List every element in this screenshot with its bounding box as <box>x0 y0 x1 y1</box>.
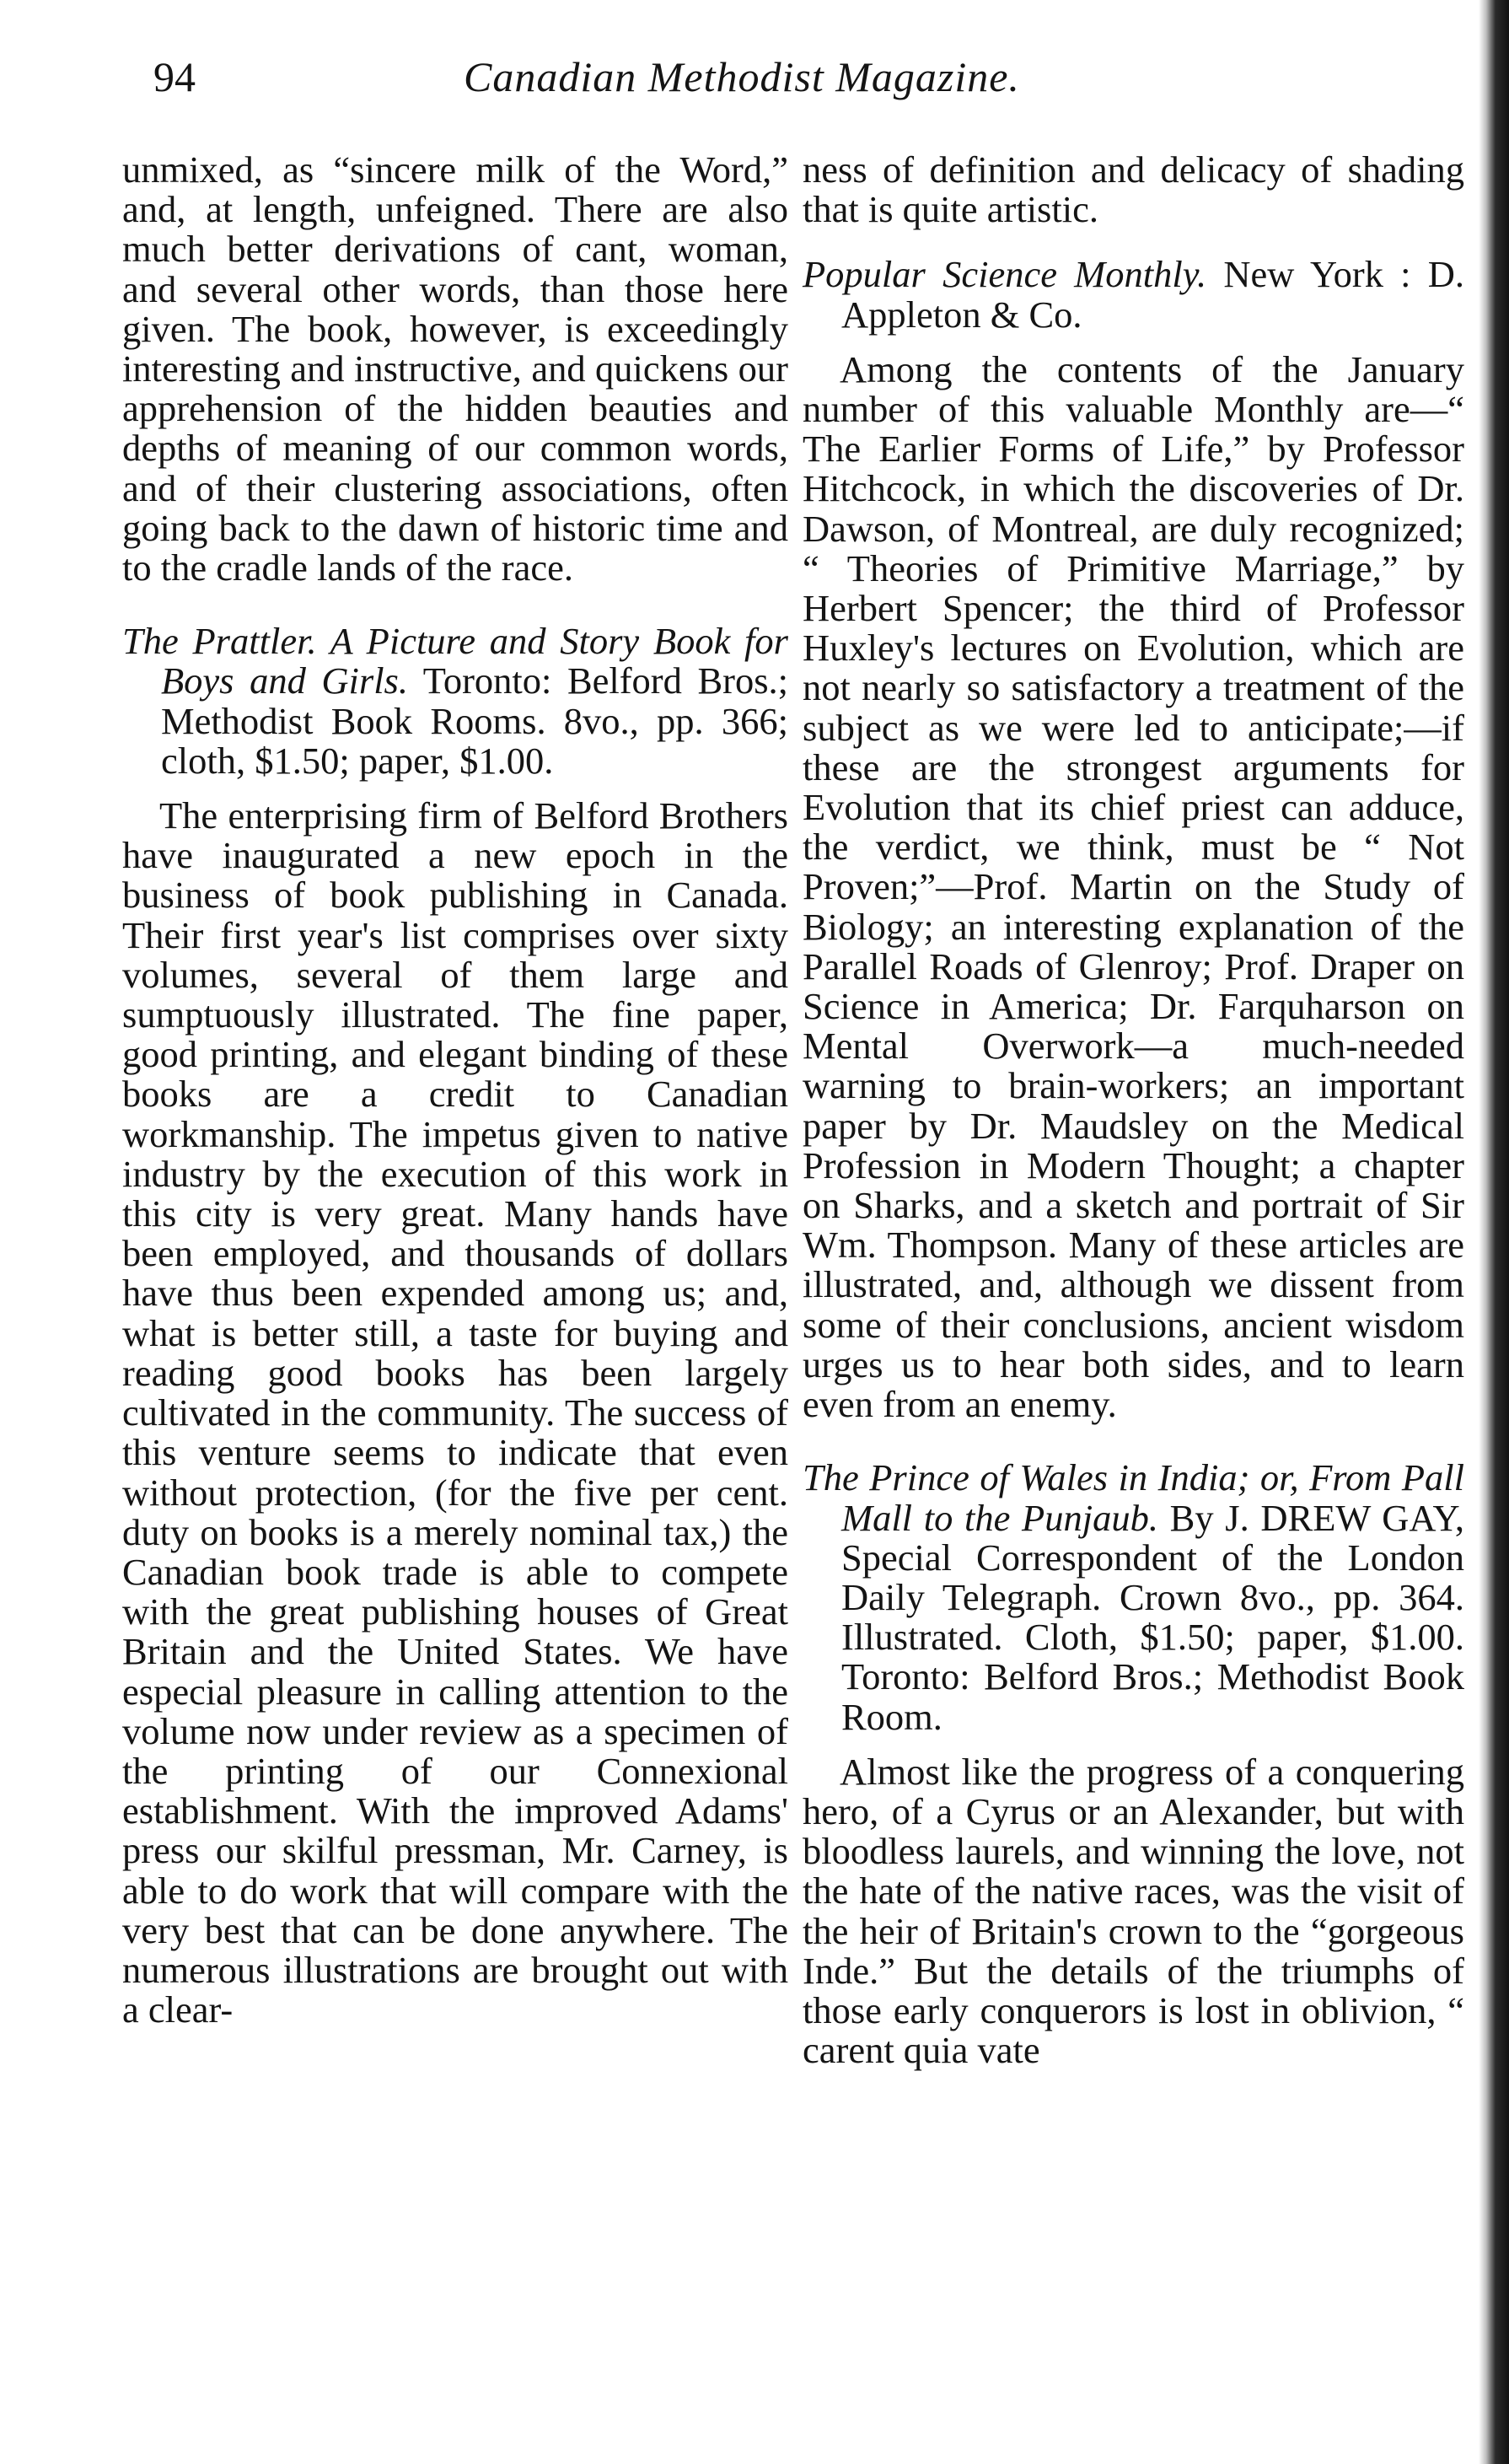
review-heading-prince-of-wales <box>803 1458 1464 1736</box>
review-publication-details: Toronto: Belford Bros.; Methodist Book Rooms. 8vo., pp. 366; cloth, $1.50; paper, $1.00. <box>161 659 788 782</box>
continued-paragraph-right: ness of definition and delicacy of shading that is quite artistic. <box>803 148 1464 231</box>
review-body-prince-of-wales: Almost like the progress of a conquering hero, of a Cyrus or an Alexander, but with bloodless laurels, and winning the love, not the hate of the native races, was the visit of the heir of Britain's crown to the “gorgeous Inde.” But the details of the triumphs of those early conquerors is lost in oblivion, “ carent quia vate <box>803 1750 1464 2072</box>
review-body-popular-science: Among the contents of the January number of this valuable Monthly are—“ The Earlier Forms of Life,” by Professor Hitchcock, in which the discoveries of Dr. Dawson, of Montreal, are duly recognized; “ Theories of Primitive Marriage,” by Herbert Spencer; the third of Professor Huxley's lectures on Evolution, which are not nearly so satisfactory a treatment of the subject as we were led to anticipate;—if these are the strongest arguments for Evolution that its chief priest can adduce, the verdict, we think, must be “ Not Proven;”—Prof. Martin on the Study of Biology; an interesting explanation of the Parallel Roads of Glenroy; Prof. Draper on Science in America; Dr. Farquharson on Mental Overwork—a much-needed warning to brain-workers; an important paper by Dr. Maudsley on the Medical Profession in Modern Thought; a chapter on Sharks, and a sketch and portrait of Sir Wm. Thompson. Many of these articles are illustrated, and, although we dissent from some of their conclusions, ancient wisdom urges us to hear both sides, and to learn even from an enemy. <box>803 347 1464 1426</box>
review-heading-popular-science <box>803 255 1464 334</box>
review-title: The Prince of Wales in India; or, From Pall Mall to the Punjaub. <box>803 1456 1464 1539</box>
review-body-prattler: The enterprising firm of Belford Brothers have inaugurated a new epoch in the business of book publishing in Canada. Their first year's list comprises over sixty volumes, several of them large and sumptuously illustrated. The fine paper, good printing, and elegant binding of these books are a credit to Canadian workmanship. The impetus given to native industry by the execution of this work in this city is very great. Many hands have been employed, and thousands of dollars have thus been expended among us; and, what is better still, a taste for buying and reading good books has been largely cultivated in the community. The success of this venture seems to indicate that even without protection, (for the five per cent. duty on books is a merely nominal tax,) the Canadian book trade is able to compete with the great publishing houses of Great Britain and the United States. We have especial pleasure in calling attention to the volume now under review as a specimen of the printing of our Connexional establishment. With the improved Adams' press our skilful pressman, Mr. Carney, is able to do work that will compare with the very best that can be done anywhere. The numerous illustrations are brought out with a clear- <box>122 794 788 2031</box>
review-heading-prattler <box>122 621 788 781</box>
right-column <box>803 150 1464 2070</box>
page-header <box>143 52 1484 103</box>
review-title: Popular Science Monthly. <box>803 253 1207 296</box>
review-publication-details: By J. DREW GAY, Special Correspondent of the London Daily Telegraph. Crown 8vo., pp. 364. Illustrated. Cloth, $1.50; paper, $1.00. Toronto: Belford Bros.; Methodist Book Room. <box>841 1496 1464 1738</box>
review-publication-details: New York : D. Appleton & Co. <box>841 253 1465 336</box>
binding-edge-shadow <box>1479 0 1509 2464</box>
review-title: The Prattler. A Picture and Story Book for Boys and Girls. <box>122 620 788 702</box>
running-title: Canadian Methodist Magazine. <box>464 53 1020 100</box>
left-column <box>122 150 788 2030</box>
continued-paragraph: unmixed, as “sincere milk of the Word,” and, at length, unfeigned. There are also much better derivations of cant, woman, and several other words, than those here given. The book, however, is exceedingly interesting and instructive, and quickens our apprehension of the hidden beauties and depths of meaning of our common words, and of their clustering associations, often going back to the dawn of historic time and to the cradle lands of the race. <box>122 148 788 589</box>
page-number: 94 <box>153 53 196 100</box>
